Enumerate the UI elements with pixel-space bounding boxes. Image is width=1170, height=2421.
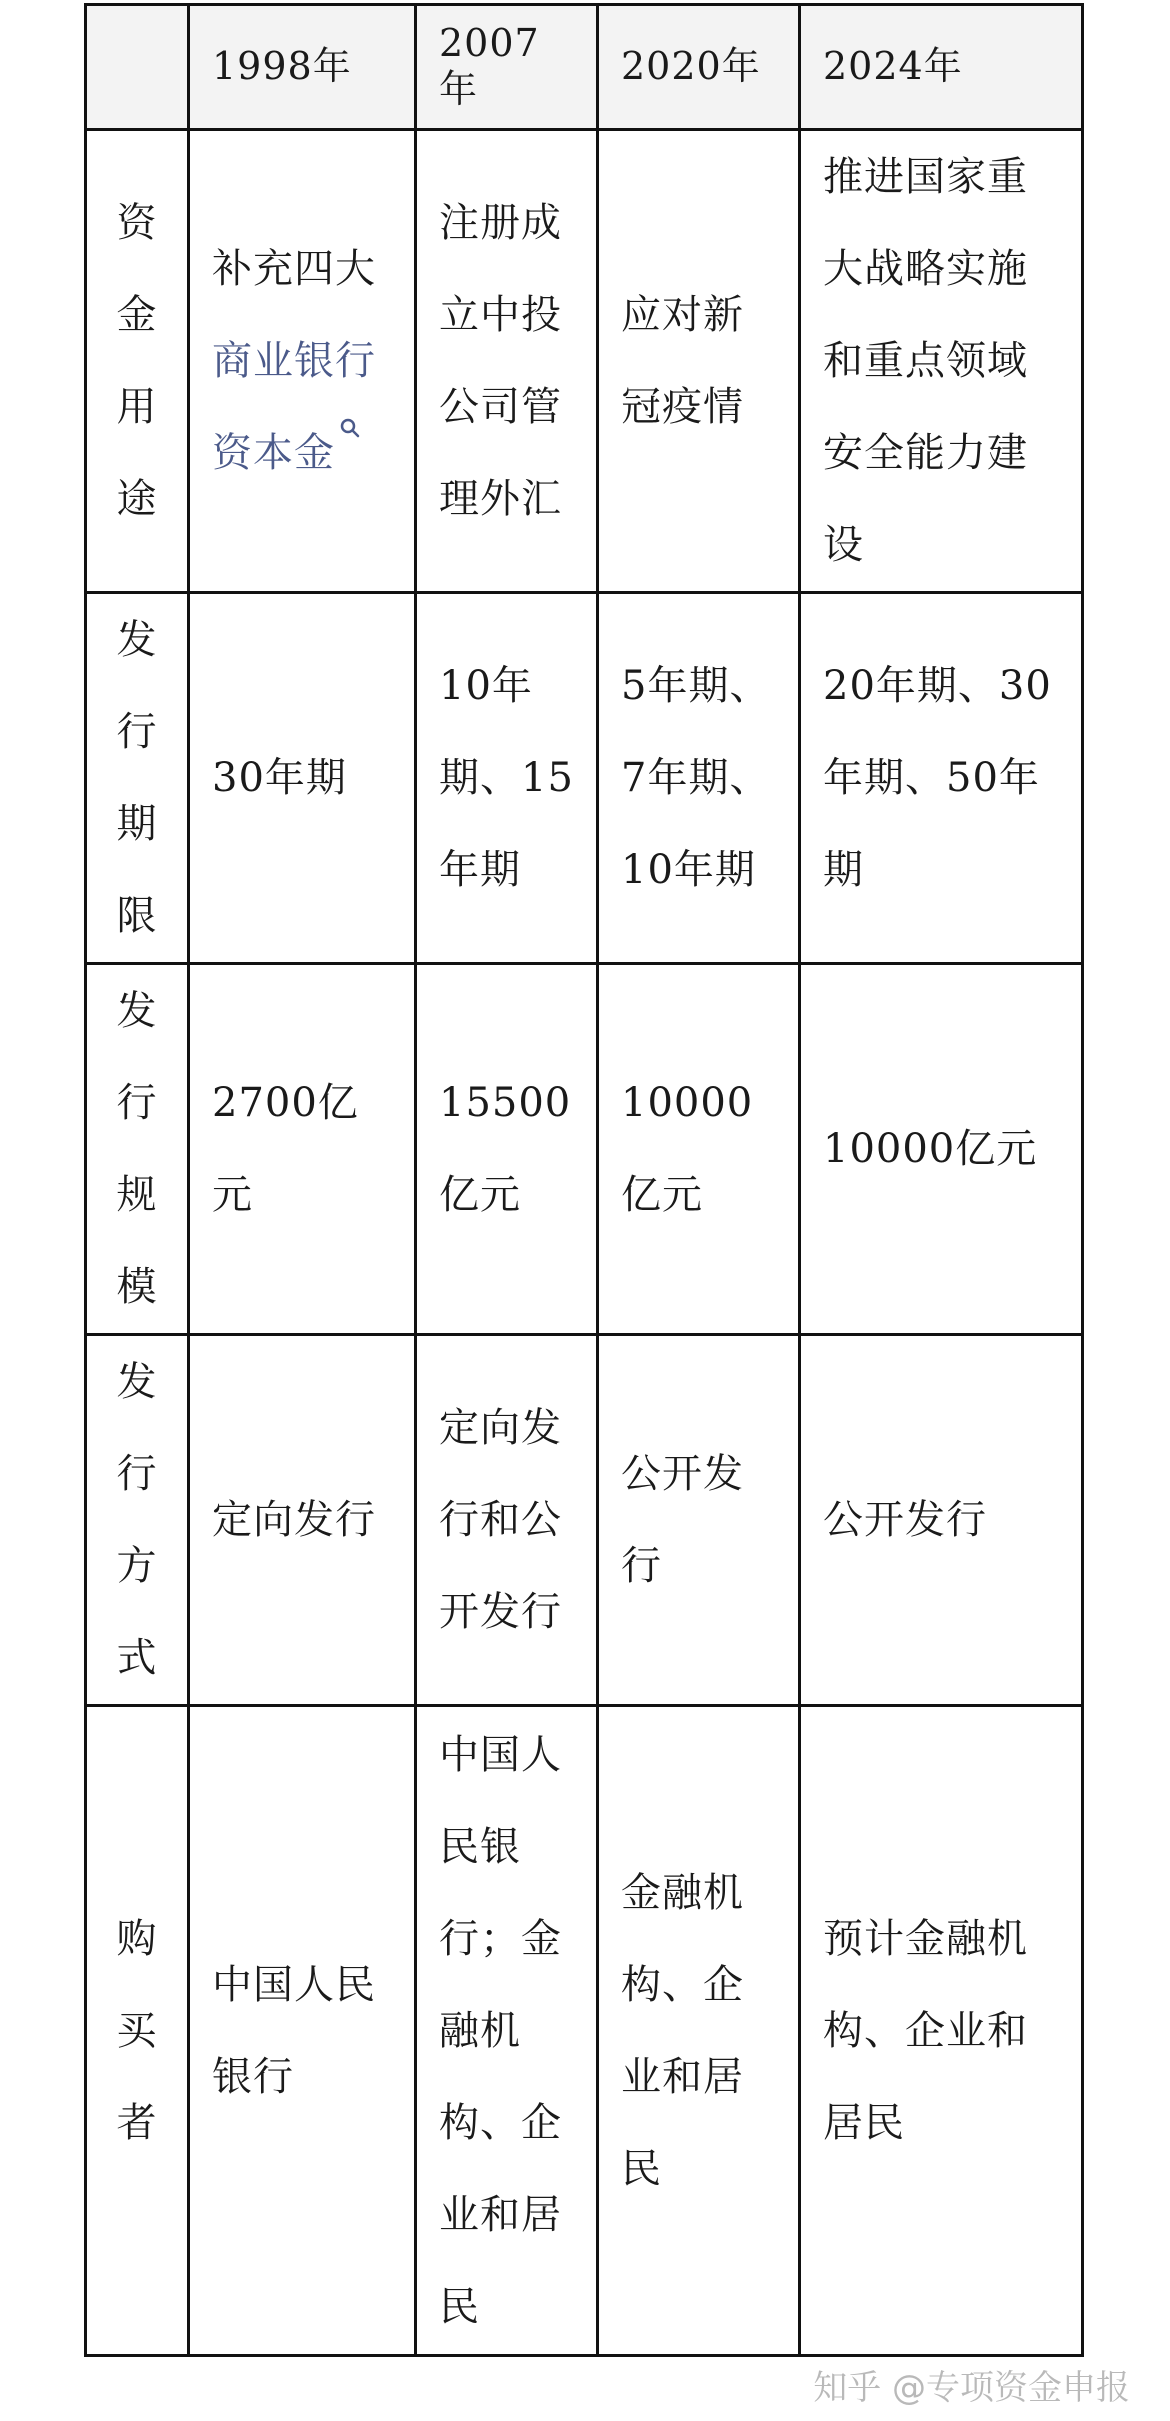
cell-fund-use-2024: 推进国家重大战略实施和重点领域安全能力建设 [800, 130, 1083, 593]
table-row-fund-use [86, 130, 1083, 593]
header-year-2024: 2024年 [800, 5, 1083, 130]
header-year-1998: 1998年 [189, 5, 416, 130]
cell-buyers-2024: 预计金融机构、企业和居民 [800, 1706, 1083, 2356]
cell-fund-use-2020: 应对新冠疫情 [598, 130, 800, 593]
cell-fund-use-1998-text: 补充四大 [212, 246, 376, 292]
cell-method-1998: 定向发行 [189, 1335, 416, 1706]
table-row-method [86, 1335, 1083, 1706]
cell-buyers-2020: 金融机构、企业和居民 [598, 1706, 800, 2356]
cell-fund-use-2007: 注册成立中投公司管理外汇 [416, 130, 598, 593]
header-corner-cell [86, 5, 189, 130]
search-icon[interactable] [339, 417, 361, 439]
table-row-term [86, 593, 1083, 964]
header-year-2007: 2007年 [416, 5, 598, 130]
table-header-row [86, 5, 1083, 130]
cell-buyers-1998: 中国人民银行 [189, 1706, 416, 2356]
cell-term-2020: 5年期、7年期、10年期 [598, 593, 800, 964]
cell-term-2007: 10年期、15年期 [416, 593, 598, 964]
cell-scale-2007: 15500亿元 [416, 964, 598, 1335]
table-row-buyers [86, 1706, 1083, 2356]
zhihu-watermark: 知乎 @专项资金申报 [813, 2368, 1130, 2408]
row-label-scale: 发行规模 [86, 964, 189, 1335]
bond-comparison-table [84, 3, 1084, 2357]
commercial-bank-capital-link[interactable]: 商业银行资本金 [212, 338, 376, 476]
cell-method-2020: 公开发行 [598, 1335, 800, 1706]
row-label-term: 发行期限 [86, 593, 189, 964]
row-label-method: 发行方式 [86, 1335, 189, 1706]
cell-term-1998: 30年期 [189, 593, 416, 964]
row-label-buyers: 购买者 [86, 1706, 189, 2356]
cell-scale-1998: 2700亿元 [189, 964, 416, 1335]
cell-scale-2024: 10000亿元 [800, 964, 1083, 1335]
cell-fund-use-1998 [189, 130, 416, 593]
header-year-2020: 2020年 [598, 5, 800, 130]
table-row-scale [86, 964, 1083, 1335]
cell-term-2024: 20年期、30年期、50年期 [800, 593, 1083, 964]
cell-method-2007: 定向发行和公开发行 [416, 1335, 598, 1706]
row-label-fund-use: 资金用途 [86, 130, 189, 593]
cell-method-2024: 公开发行 [800, 1335, 1083, 1706]
cell-scale-2020: 10000亿元 [598, 964, 800, 1335]
cell-buyers-2007: 中国人民银行；金融机构、企业和居民 [416, 1706, 598, 2356]
